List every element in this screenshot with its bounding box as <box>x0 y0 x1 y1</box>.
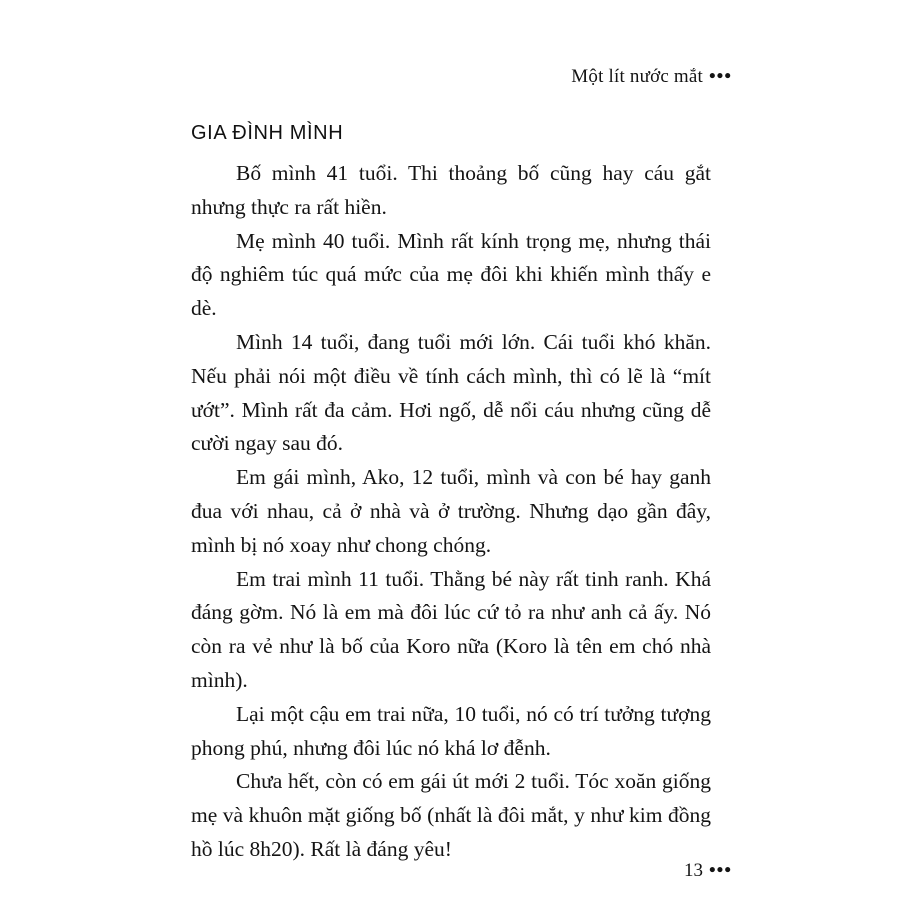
body-text <box>191 157 711 867</box>
paragraph-sister-ako: Em gái mình, Ako, 12 tuổi, mình và con bé hay ganh đua với nhau, cả ở nhà và ở trường. Nhưng dạo gần đây, mình bị nó xoay như chong chóng. <box>191 465 711 557</box>
chapter-title: GIA ĐÌNH MÌNH <box>191 122 344 144</box>
page-footer <box>684 860 732 882</box>
paragraph-brother-10: Lại một cậu em trai nữa, 10 tuổi, nó có trí tưởng tượng phong phú, nhưng đôi lúc nó khá lơ đễnh. <box>191 701 711 760</box>
ellipsis-dots-icon: ••• <box>709 66 732 87</box>
paragraph-youngest-sister: Chưa hết, còn có em gái út mới 2 tuổi. Tóc xoăn giống mẹ và khuôn mặt giống bố (nhất là đôi mắt, y như kim đồng hồ lúc 8h20). Rất là đáng yêu! <box>191 769 711 861</box>
running-title: Một lít nước mắt <box>571 66 704 87</box>
paragraph-brother-11: Em trai mình 11 tuổi. Thằng bé này rất tinh ranh. Khá đáng gờm. Nó là em mà đôi lúc cứ tỏ ra như anh cả ấy. Nó còn ra vẻ như là bố của Koro nữa (Koro là tên em chó nhà mình). <box>191 566 711 692</box>
page-number: 13 <box>684 860 704 881</box>
paragraph-self: Mình 14 tuổi, đang tuổi mới lớn. Cái tuổi khó khăn. Nếu phải nói một điều về tính cách mình, thì có lẽ là “mít ướt”. Mình rất đa cảm. Hơi ngố, dễ nổi cáu nhưng cũng dễ cười ngay sau đó. <box>191 329 711 456</box>
paragraph-father: Bố mình 41 tuổi. Thi thoảng bố cũng hay cáu gắt nhưng thực ra rất hiền. <box>191 161 711 219</box>
running-header <box>571 66 732 88</box>
paragraph-mother: Mẹ mình 40 tuổi. Mình rất kính trọng mẹ, nhưng thái độ nghiêm túc quá mức của mẹ đôi khi khiến mình thấy e dè. <box>191 228 711 321</box>
ellipsis-dots-icon: ••• <box>709 860 732 881</box>
